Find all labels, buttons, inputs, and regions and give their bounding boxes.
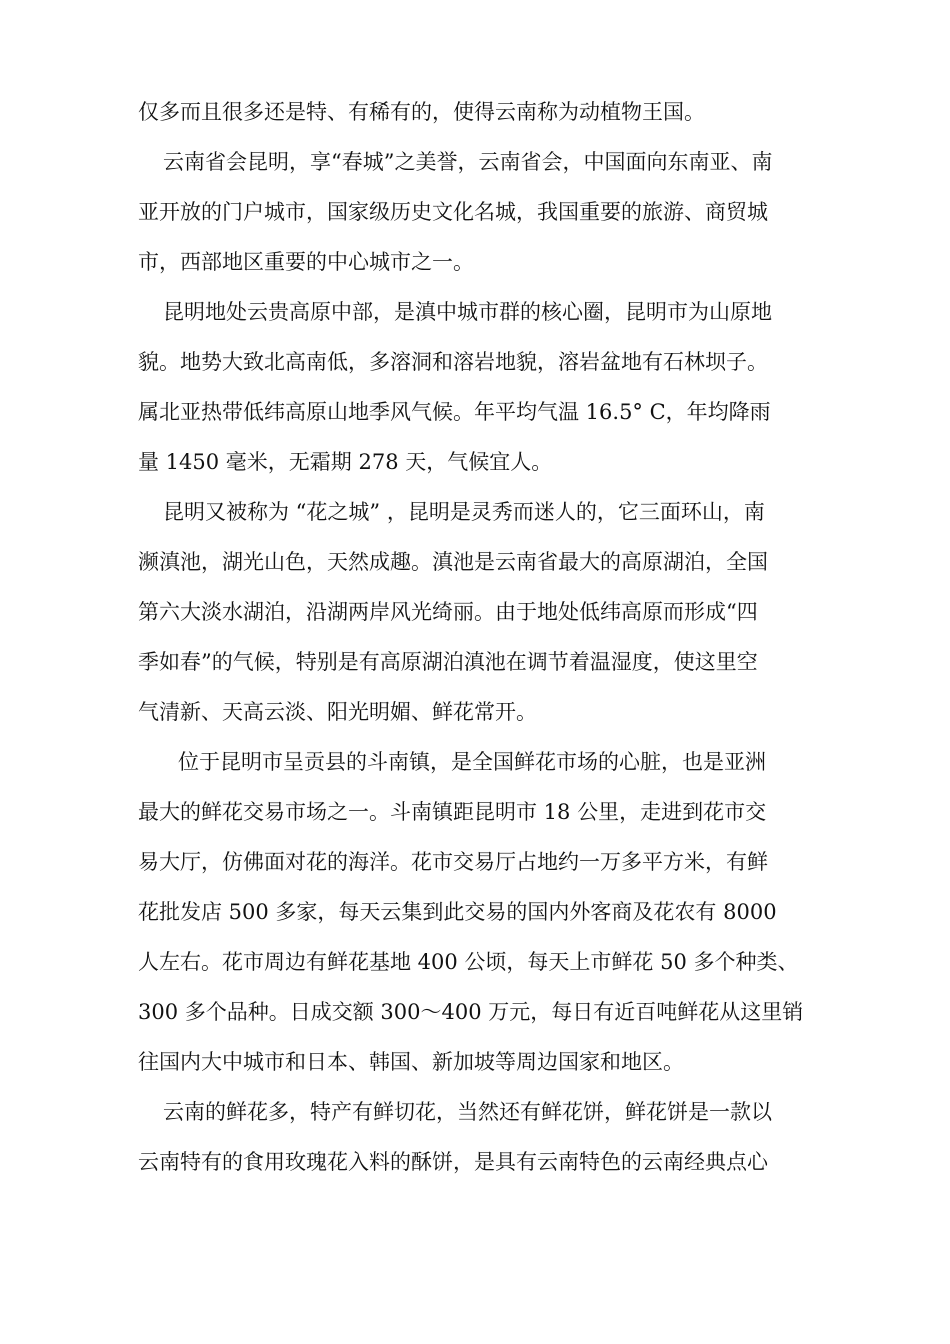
- text-line: 300 多个品种。日成交额 300～400 万元，每日有近百吨鲜花从这里销: [138, 1000, 804, 1024]
- text-line: 仅多而且很多还是特、有稀有的，使得云南称为动植物王国。: [138, 100, 705, 124]
- text-line: 易大厅，仿佛面对花的海洋。花市交易厅占地约一万多平方米，有鲜: [138, 850, 768, 874]
- text-line: 云南特有的食用玫瑰花入料的酥饼，是具有云南特色的云南经典点心: [138, 1150, 768, 1174]
- text-line: 人左右。花市周边有鲜花基地 400 公顷，每天上市鲜花 50 多个种类、: [138, 950, 799, 974]
- text-line: 云南的鲜花多，特产有鲜切花，当然还有鲜花饼，鲜花饼是一款以: [163, 1100, 772, 1124]
- text-line: 往国内大中城市和日本、韩国、新加坡等周边国家和地区。: [138, 1050, 684, 1074]
- text-line: 市，西部地区重要的中心城市之一。: [138, 250, 474, 274]
- text-line: 濒滇池，湖光山色，天然成趣。滇池是云南省最大的高原湖泊，全国: [138, 550, 768, 574]
- text-line: 属北亚热带低纬高原山地季风气候。年平均气温 16.5° C，年均降雨: [138, 400, 771, 424]
- text-line: 云南省会昆明，享“春城”之美誉，云南省会，中国面向东南亚、南: [163, 150, 773, 174]
- text-line: 气清新、天高云淡、阳光明媚、鲜花常开。: [138, 700, 537, 724]
- text-line: 第六大淡水湖泊，沿湖两岸风光绮丽。由于地处低纬高原而形成“四: [138, 600, 758, 624]
- text-line: 位于昆明市呈贡县的斗南镇，是全国鲜花市场的心脏，也是亚洲: [178, 750, 766, 774]
- text-line: 花批发店 500 多家，每天云集到此交易的国内外客商及花农有 8000: [138, 900, 777, 924]
- text-line: 季如春”的气候，特别是有高原湖泊滇池在调节着温湿度，使这里空: [138, 650, 758, 674]
- text-line: 亚开放的门户城市，国家级历史文化名城，我国重要的旅游、商贸城: [138, 200, 768, 224]
- text-line: 昆明又被称为 “花之城” ，昆明是灵秀而迷人的，它三面环山，南: [163, 500, 765, 524]
- text-line: 貌。地势大致北高南低，多溶洞和溶岩地貌，溶岩盆地有石林坝子。: [138, 350, 768, 374]
- text-line: 最大的鲜花交易市场之一。斗南镇距昆明市 18 公里，走进到花市交: [138, 800, 767, 824]
- text-line: 量 1450 毫米，无霜期 278 天，气候宜人。: [138, 450, 553, 474]
- text-line: 昆明地处云贵高原中部，是滇中城市群的核心圈，昆明市为山原地: [163, 300, 772, 324]
